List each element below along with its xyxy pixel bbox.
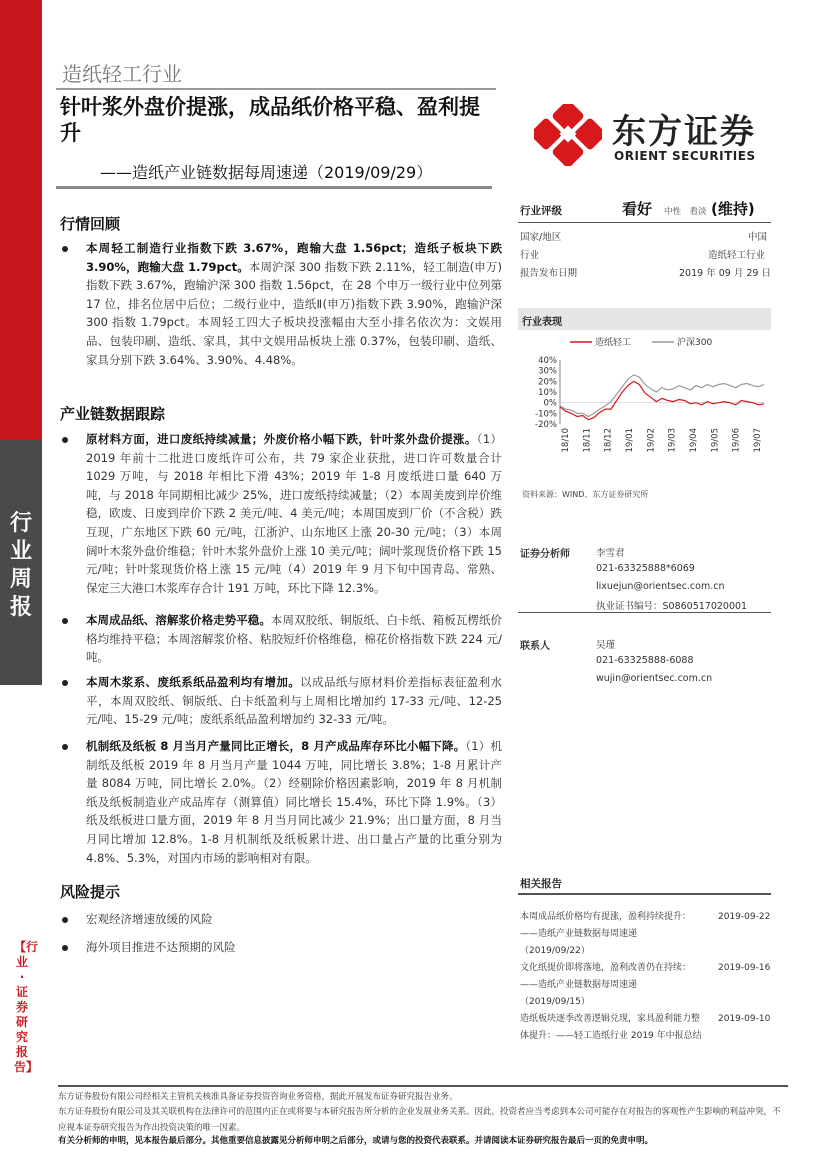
x-tick-label: 19/01 (625, 428, 635, 453)
info-key-date: 报告发布日期 (520, 268, 578, 279)
x-tick-label: 19/03 (667, 428, 678, 453)
related-rule (518, 893, 771, 895)
page-title: 针叶浆外盘价提涨，成品纸价格平稳、盈利提升 (60, 95, 480, 145)
bullet-icon (62, 917, 68, 923)
related-report-3-date: 2019-09-10 (718, 1014, 771, 1024)
related-label: 相关报告 (520, 878, 562, 890)
y-tick-label: -10% (535, 409, 557, 420)
related-report-2-date: 2019-09-16 (718, 963, 771, 973)
y-tick-label: 10% (538, 388, 557, 398)
x-tick-label: 19/06 (731, 428, 742, 453)
rating-alternatives: 中性 看淡 (664, 207, 707, 217)
x-tick-label: 18/12 (603, 428, 614, 453)
info-value-date: 2019 年 09 月 29 日 (679, 268, 771, 279)
logo-english-name: ORIENT SECURITIES (614, 149, 756, 163)
logo-chinese-name: 东方证券 (612, 112, 756, 152)
analyst-label: 证券分析师 (520, 549, 570, 560)
risk-item-2: 海外项目推进不达预期的风险 (86, 940, 236, 954)
chain-4-bold: 机制纸及纸板 8 月当月产量同比正增长，8 月产成品库存环比小幅下降。 (86, 739, 466, 753)
review-bold: 本周轻工制造行业指数下跌 3.67%，跑输大盘 1.56pct；造纸子板块下跌 3.90%，跑输大盘 1.79pct。 (86, 241, 502, 274)
chain-2-bold: 本周成品纸、溶解浆价格走势平稳。 (86, 613, 271, 627)
info-key-region: 国家/地区 (520, 232, 562, 243)
section-title-chain: 产业链数据跟踪 (60, 405, 166, 423)
info-value-region: 中国 (748, 232, 768, 243)
y-tick-label: -20% (535, 420, 557, 430)
series-line-1 (560, 375, 764, 417)
x-tick-label: 18/10 (561, 428, 571, 453)
company-logo-icon (534, 104, 602, 166)
y-tick-label: 30% (538, 366, 557, 377)
related-report-3[interactable]: 造纸板块逐季改善逻辑兑现，家具盈利能力整体提升：——轻工造纸行业 2019 年中报总结 (520, 1014, 702, 1041)
rating-value: 看好 (622, 200, 653, 218)
side-footer-label: 【行业·证券研究报告】 (14, 940, 39, 1074)
info-value-industry: 造纸轻工行业 (708, 250, 766, 261)
industry-tag: 造纸轻工行业 (62, 62, 182, 86)
header-rule (56, 88, 496, 90)
analyst-license: 执业证书编号：S0860517020001 (596, 601, 748, 612)
y-tick-label: 20% (538, 377, 557, 388)
legend-label-0: 造纸轻工 (595, 338, 632, 348)
side-red-bar (0, 0, 42, 440)
analyst-email[interactable]: lixuejun@orientsec.com.cn (596, 581, 725, 592)
related-report-1[interactable]: 本周成品纸价格均有提涨，盈利持续提升：——造纸产业链数据每周速递（2019/09/22） (520, 912, 692, 956)
chain-paragraph-1 (86, 430, 502, 597)
bullet-icon (62, 437, 68, 443)
section-title-risk: 风险提示 (60, 883, 121, 901)
review-text: 本周沪深 300 指数下跌 2.11%，轻工制造(申万)指数下跌 3.67%，跑输沪深 300 指数 1.56pct，在 28 个申万一级行业中位列第 17 位，排名位居中后位；二级行业中，造纸Ⅱ(申万)指数下跌 3.90%，跑输沪深 300 指数 1.79pct。本周轻工四大子板块投涨幅由大至小排名依次为：文娱用品、包装印刷、造纸、家具，其中文娱用品板块上涨 0.37%，包装印刷、造纸、家具分别下跌 3.64%、3.90%、4.48%。 (86, 259, 502, 367)
review-paragraph (86, 239, 502, 369)
contact-email[interactable]: wujin@orientsec.com.cn (596, 673, 713, 684)
chain-4-text: （1）机制纸及纸板 2019 年 8 月当月产量 1044 万吨，同比增长 3.8%；1-8 月累计产量 8084 万吨，同比增长 2.0%。（2）经剔除价格因素影响，2019 年 8 月机制纸及纸板制造业产成品库存（测算值）同比增长 15.4%，环比下降 1.9%。（3）纸及纸板进口量方面，2019 年 8 月当月同比减少 21.9%；出口量方面，8 月当月同比增加 12.8%。1-8 月机制纸及纸板累计进、出口量占产量的比重分别为 4.8%、5.3%，对国内市场的影响相对有限。 (86, 739, 502, 865)
chain-paragraph-3 (86, 673, 502, 729)
chain-1-bold: 原材料方面，进口废纸持续减量；外废价格小幅下跌，针叶浆外盘价提涨。 (86, 432, 477, 446)
chain-3-text: 以成品纸与原材料价差指标表征盈利水平，本周双胶纸、铜版纸、白卡纸盈利与上周相比增加约 17-33 元/吨、12-25 元/吨、15-29 元/吨；废纸系纸品盈利增加约 32-33 元/吨。 (86, 675, 503, 727)
chain-3-bold: 本周木浆系、废纸系纸品盈利均有增加。 (86, 675, 301, 689)
performance-chart-svg (518, 332, 771, 482)
bullet-icon (62, 744, 68, 750)
rating-maintain: (维持) (711, 200, 755, 218)
contact-phone: 021-63325888-6088 (596, 655, 694, 666)
bullet-icon (62, 618, 68, 624)
bullet-icon (62, 945, 68, 951)
x-tick-label: 18/11 (582, 428, 593, 453)
side-label: 行业周报 (9, 511, 32, 620)
chain-paragraph-4 (86, 737, 502, 867)
bullet-icon (62, 246, 68, 252)
bullet-icon (62, 680, 68, 686)
legend-label-1: 沪深300 (677, 338, 713, 348)
contact-name: 吴瑾 (596, 640, 616, 651)
x-tick-label: 19/04 (689, 428, 699, 453)
chain-2-text: 本周双胶纸、铜版纸、白卡纸、箱板瓦楞纸价格均维持平稳；本周溶解浆价格、粘胶短纤价格维稳，棉花价格指数下跌 224 元/吨。 (86, 613, 503, 665)
x-tick-label: 19/05 (710, 428, 721, 453)
page-subtitle: ——造纸产业链数据每周速递（2019/09/29） (100, 163, 433, 182)
contact-label: 联系人 (520, 641, 550, 652)
rating-label: 行业评级 (520, 205, 562, 217)
x-tick-label: 19/07 (753, 428, 763, 453)
footer-line-3: 有关分析师的申明，见本报告最后部分。其他重要信息披露见分析师申明之后部分，或请与您的投资代表联系。并请阅读本证券研究报告最后一页的免责申明。 (58, 1136, 654, 1146)
analyst-name: 李雪君 (596, 548, 625, 559)
footer-rule (58, 1085, 788, 1087)
rating-rule (518, 222, 771, 223)
risk-item-1: 宏观经济增速放缓的风险 (86, 912, 213, 926)
chain-1-text: （1）2019 年前十二批进口废纸许可公布，共 79 家企业获批，进口许可数量合计 1029 万吨，与 2018 年相比下滑 43%；2019 年 1-8 月废纸进口量 640 万吨，与 2018 年同期相比减少 25%，进口废纸持续减量；（2）本周美废到岸价维稳，欧废、日废到岸价下跌 2 美元/吨、4 美元/吨；本周国废到厂价（不含税）跌互现，广东地区下跌 60 元/吨，江浙沪、山东地区上涨 20-30 元/吨；（3）本周阔叶木浆外盘价维稳；针叶木浆外盘价上涨 10 美元/吨；阔叶浆现货价格下跌 15 元/吨；针叶浆现货价格上涨 15 元/吨（4）2019 年 9 月下旬中国青岛、常熟、保定三大港口木浆库存合计 191 万吨，环比下降 12.3%。 (86, 432, 502, 595)
x-tick-label: 19/02 (646, 428, 657, 453)
performance-chart (518, 332, 771, 482)
analyst-phone: 021-63325888*6069 (596, 563, 695, 574)
analyst-rule (518, 612, 771, 613)
info-key-industry: 行业 (520, 250, 540, 261)
related-report-2[interactable]: 文化纸提价即将落地，盈利改善仍在持续：——造纸产业链数据每周速递（2019/09/15） (520, 963, 692, 1007)
section-title-review: 行情回顾 (60, 215, 121, 233)
footer-line-2: 东方证券股份有限公司及其关联机构在法律许可的范围内正在或将要与本研究报告所分析的企业发展业务关系。因此，投资者应当考虑到本公司可能存在对报告的客观性产生影响的利益冲突，不应视本证券研究报告为作出投资决策的唯一因素。 (58, 1107, 781, 1133)
chain-paragraph-2 (86, 611, 502, 667)
performance-label: 行业表现 (522, 317, 562, 328)
footer-line-1: 东方证券股份有限公司经相关主管机关核准具备证券投资咨询业务资格，据此开展发布证券研究报告业务。 (58, 1092, 458, 1102)
title-rule (56, 186, 492, 189)
y-tick-label: 40% (538, 356, 557, 366)
related-report-1-date: 2019-09-22 (718, 912, 771, 922)
y-tick-label: 0% (543, 398, 557, 409)
chart-source: 资料来源：WIND、东方证券研究所 (522, 490, 649, 499)
